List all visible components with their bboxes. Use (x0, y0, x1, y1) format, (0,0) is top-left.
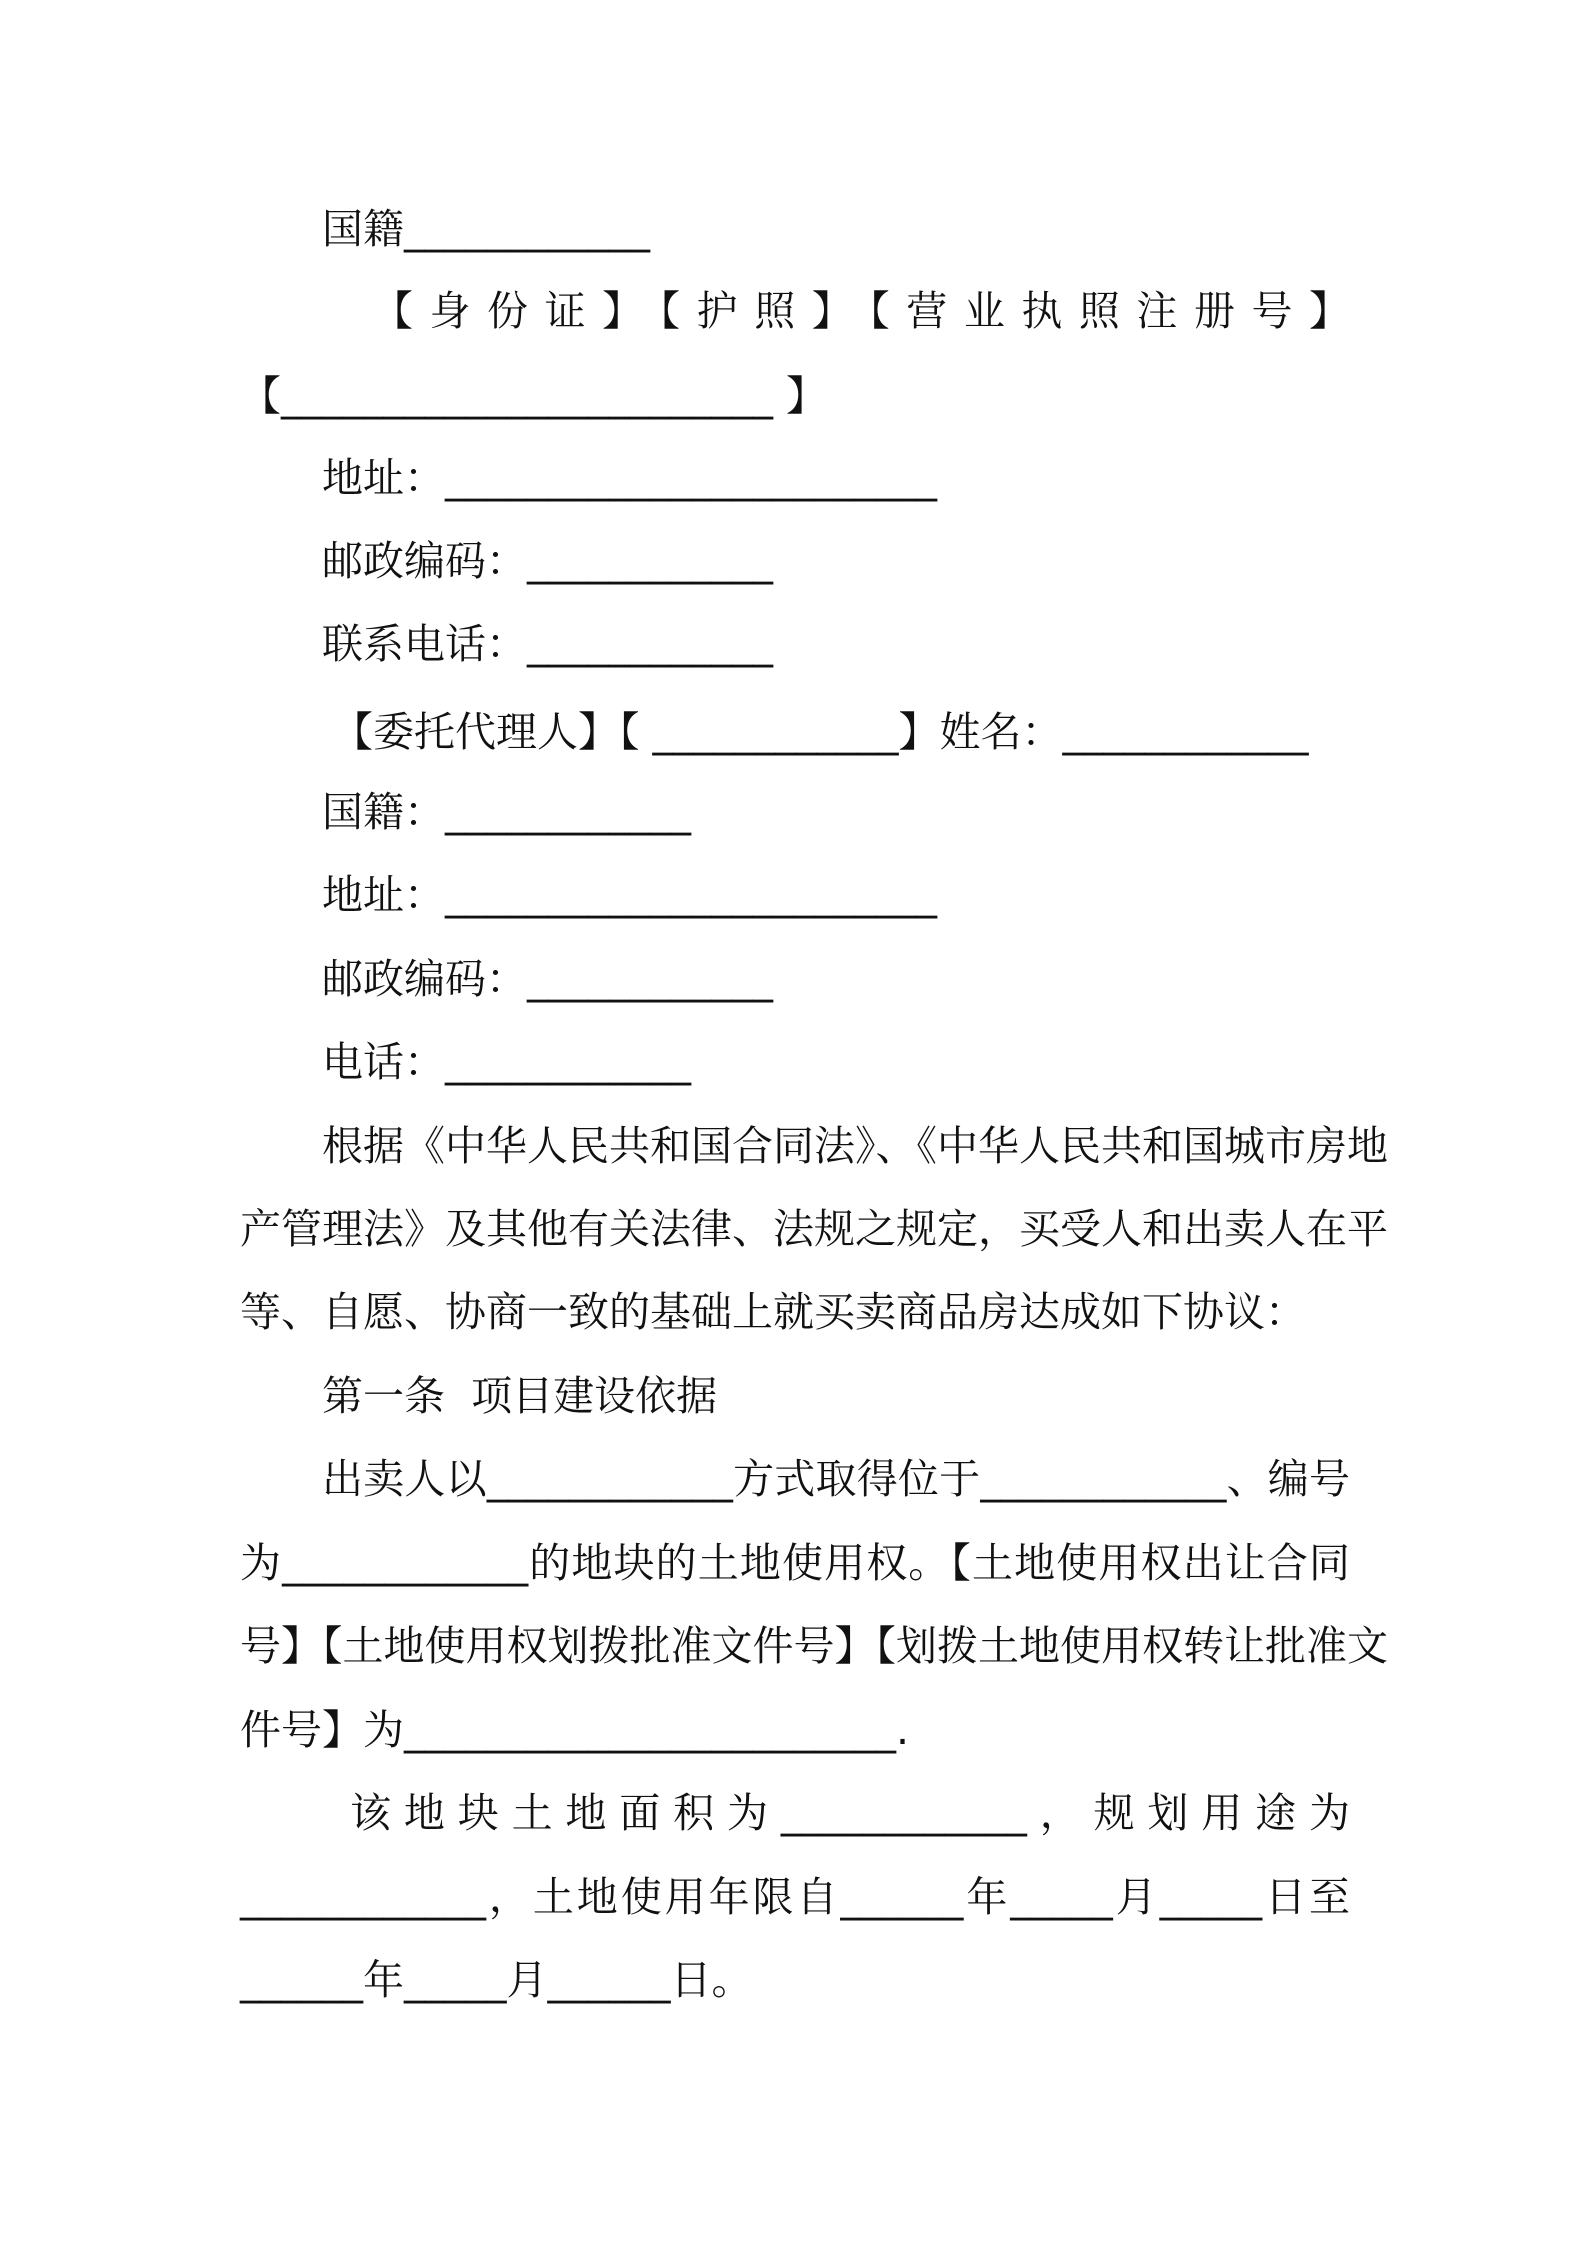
seller-phone: 联系电话：____________ (322, 620, 773, 668)
seller-nationality: 国籍____________ (322, 205, 650, 253)
preamble-line: 产管理法》及其他有关法律、法规之规定，买受人和出卖人在平 (240, 1205, 1388, 1253)
seller-postcode: 邮政编码：____________ (322, 537, 773, 585)
article-para1-line: 件号】为________________________. (240, 1706, 910, 1754)
agent-postcode: 邮政编码：____________ (322, 955, 773, 1003)
agent-address: 地址：________________________ (322, 871, 937, 919)
article-title: 第一条 项目建设依据 (322, 1372, 718, 1420)
article-para2-line: ____________，土地使用年限自______年_____月_____日至 (240, 1873, 1350, 1921)
seller-id-types: 【身份证】【护照】【营业执照注册号】 (372, 287, 1350, 335)
seller-id-number: 【________________________ 】 (240, 372, 828, 420)
agent-phone: 电话：____________ (322, 1038, 691, 1086)
preamble-line: 根据《中华人民共和国合同法》、《中华人民共和国城市房地 (322, 1122, 1388, 1170)
preamble-line: 等、自愿、协商一致的基础上就买卖商品房达成如下协议： (240, 1288, 1306, 1336)
article-para2-line: ______年_____月______日。 (240, 1956, 753, 2004)
article-para1-line: 为____________的地块的土地使用权。【土地使用权出让合同 (240, 1539, 1350, 1587)
article-para1-line: 号】【土地使用权划拨批准文件号】【划拨土地使用权转让批准文 (240, 1622, 1388, 1670)
agent-header: 【委托代理人】【 ____________】姓名：____________ (332, 708, 1309, 756)
agent-nationality: 国籍：____________ (322, 788, 691, 836)
article-para1-line: 出卖人以____________方式取得位于____________、编号 (322, 1455, 1350, 1503)
article-para2-line: 该地块土地面积为____________，规划用途为 (350, 1789, 1350, 1837)
seller-address: 地址：________________________ (322, 454, 937, 502)
